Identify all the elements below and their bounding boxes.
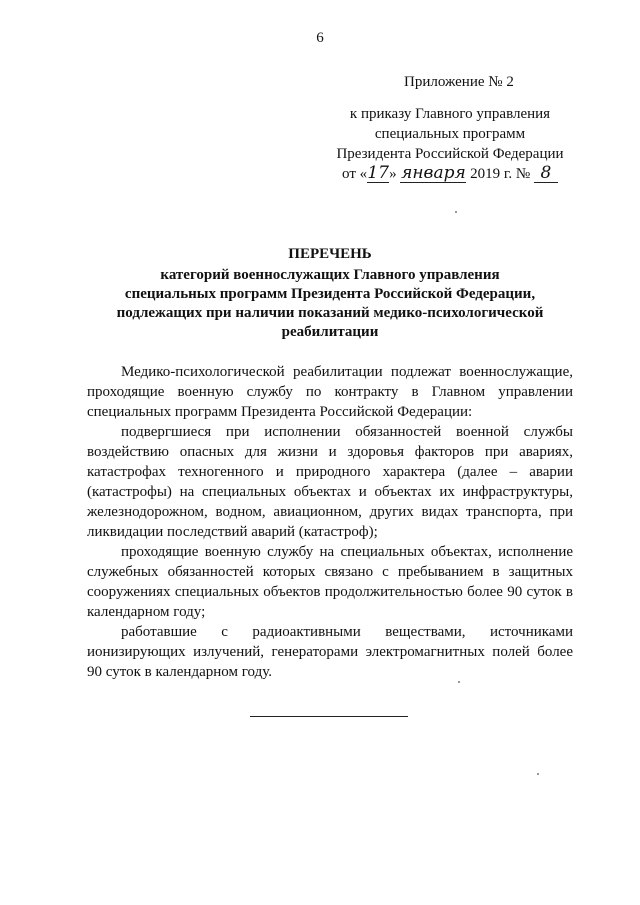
paragraph-item: работавшие с радиоактивными веществами, источниками ионизирующих излучений, генераторами электромагнитных полей более 90 суток в календарном году. [87, 624, 573, 680]
appendix-line-department: специальных программ [374, 126, 526, 142]
appendix-line-order: к приказу Главного управления [349, 106, 551, 122]
appendix-title: Приложение № 2 [404, 74, 514, 90]
appendix-header [328, 72, 598, 184]
subtitle-line: реабилитации [281, 324, 379, 340]
scan-speck [537, 773, 539, 775]
scan-speck [458, 681, 460, 683]
date-prefix: от « [342, 166, 368, 182]
closing-divider [250, 716, 408, 717]
paragraph-item: подвергшиеся при исполнении обязанностей военной службы воздействию опасных для жизни и здоровья факторов при авариях, катастрофах техногенного и природного характера (далее – аварии (катастрофы) на специальных объектах и объектах их инфраструктуры, железнодорожном, водном, авиационном, других видах транспорта, при ликвидации последствий аварий (катастроф); [87, 424, 573, 540]
document-title: ПЕРЕЧЕНЬ [288, 246, 372, 262]
handwritten-month: января [401, 163, 466, 183]
handwritten-number: 8 [534, 164, 558, 183]
document-body [87, 362, 573, 682]
paragraph-intro: Медико-психологической реабилитации подлежат военнослужащие, проходящие военную службу по контракту в Главном управлении специальных программ Президента Российской Федерации: [87, 364, 573, 420]
paragraph-item: проходящие военную службу на специальных объектах, исполнение служебных обязанностей которых связано с пребыванием в защитных сооружениях специальных объектов продолжительностью более 90 суток в календарном году; [87, 544, 573, 620]
appendix-line-president: Президента Российской Федерации [336, 146, 564, 162]
appendix-date-line [328, 164, 572, 184]
year-text: 2019 г. № [470, 166, 531, 182]
subtitle-line: специальных программ Президента Российской Федерации, [124, 286, 536, 302]
document-title-block [80, 245, 580, 342]
handwritten-day: 17 [367, 163, 389, 183]
scan-speck [455, 211, 457, 213]
subtitle-line: подлежащих при наличии показаний медико-психологической [116, 305, 544, 321]
date-mid: » [389, 166, 397, 182]
page-number: 6 [316, 30, 324, 46]
subtitle-line: категорий военнослужащих Главного управления [160, 267, 500, 283]
